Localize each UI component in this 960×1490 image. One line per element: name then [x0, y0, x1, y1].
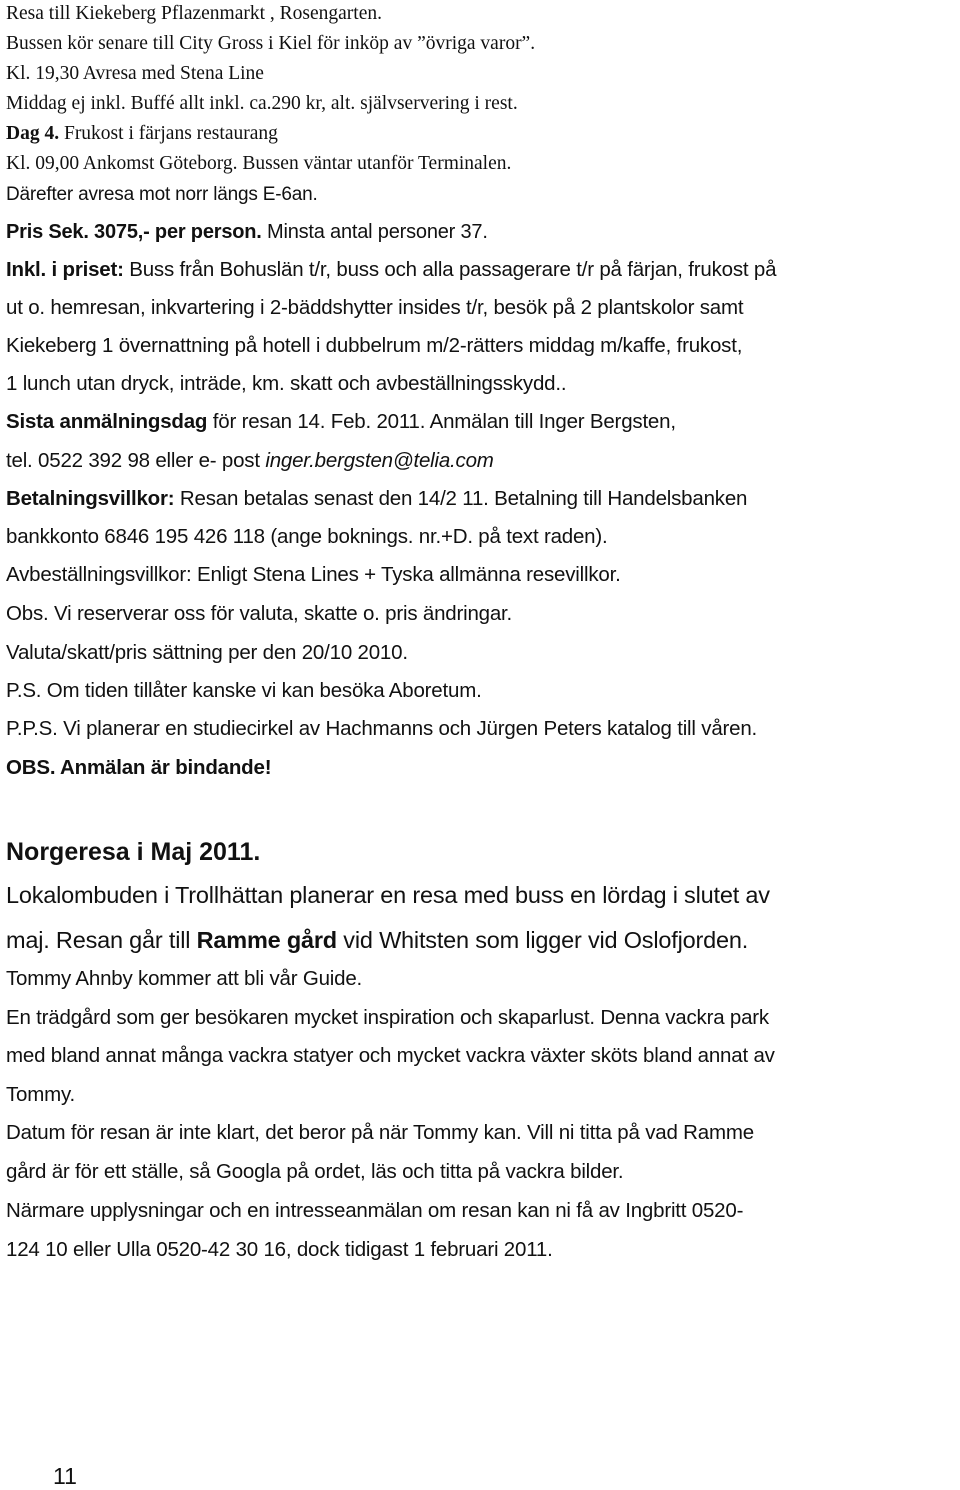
text-line: Närmare upplysningar och en intresseanmälan om resan kan ni få av Ingbritt 0520-: [6, 1199, 744, 1222]
text-line: Kiekeberg 1 övernattning på hotell i dubbelrum m/2-rätters middag m/kaffe, frukost,: [6, 334, 743, 357]
text-line: Tommy.: [6, 1083, 76, 1106]
text-line: Kl. 09,00 Ankomst Göteborg. Bussen väntar utanför Terminalen.: [6, 153, 512, 174]
text-span: maj. Resan går till: [6, 927, 197, 953]
text-line: Obs. Vi reserverar oss för valuta, skatte o. pris ändringar.: [6, 602, 513, 625]
text-line: Middag ej inkl. Buffé allt inkl. ca.290 kr, alt. självservering i rest.: [6, 93, 518, 114]
payment-label: Betalningsvillkor:: [6, 487, 175, 510]
text-line: P.S. Om tiden tillåter kanske vi kan besöka Aboretum.: [6, 679, 482, 702]
text-line: [6, 925, 748, 955]
text-span: Buss från Bohuslän t/r, buss och alla passagerare t/r på färjan, frukost på: [123, 258, 777, 281]
text-line: gård är för ett ställe, så Googla på ordet, läs och titta på vackra bilder.: [6, 1160, 624, 1183]
included-label: Inkl. i priset:: [6, 258, 124, 281]
text-line: Tommy Ahnby kommer att bli vår Guide.: [6, 967, 363, 990]
text-line: Datum för resan är inte klart, det beror på när Tommy kan. Vill ni titta på vad Ramme: [6, 1121, 754, 1144]
section-heading: Norgeresa i Maj 2011.: [6, 838, 261, 866]
text-line: P.P.S. Vi planerar en studiecirkel av Hachmanns och Jürgen Peters katalog till våren.: [6, 717, 758, 740]
text-line: Lokalombuden i Trollhättan planerar en resa med buss en lördag i slutet av: [6, 882, 770, 908]
text-line: med bland annat många vackra statyer och mycket vackra växter sköts bland annat av: [6, 1044, 775, 1067]
text-line: [6, 409, 676, 435]
text-line: Därefter avresa mot norr längs E-6an.: [6, 184, 318, 205]
text-line: Avbeställningsvillkor: Enligt Stena Lines + Tyska allmänna resevillkor.: [6, 563, 621, 586]
text-span: Resan betalas senast den 14/2 11. Betalning till Handelsbanken: [174, 487, 748, 510]
text-line: [6, 486, 747, 512]
text-span: vid Whitsten som ligger vid Oslofjorden.: [336, 927, 749, 953]
page-number: 11: [53, 1463, 77, 1489]
price-line: [6, 219, 488, 245]
text-line: bankkonto 6846 195 426 118 (ange boknings. nr.+D. på text raden).: [6, 525, 608, 548]
day-label: Dag 4.: [6, 123, 60, 144]
text-span: Frukost i färjans restaurang: [59, 123, 278, 144]
price-label: Pris Sek. 3075,- per person.: [6, 221, 262, 243]
text-line: ut o. hemresan, inkvartering i 2-bäddshytter insides t/r, besök på 2 plantskolor samt: [6, 296, 744, 319]
text-span: tel. 0522 392 98 eller e- post: [6, 449, 266, 472]
text-span: för resan 14. Feb. 2011. Anmälan till Inger Bergsten,: [207, 410, 676, 433]
text-line: [6, 257, 776, 283]
place-name: Ramme gård: [196, 927, 337, 953]
text-span: Minsta antal personer 37.: [261, 221, 488, 243]
text-line: 1 lunch utan dryck, inträde, km. skatt och avbeställningsskydd..: [6, 372, 567, 395]
binding-notice: OBS. Anmälan är bindande!: [6, 756, 272, 779]
text-line: Valuta/skatt/pris sättning per den 20/10 2010.: [6, 641, 408, 664]
text-line: Kl. 19,30 Avresa med Stena Line: [6, 63, 264, 84]
text-line: 124 10 eller Ulla 0520-42 30 16, dock tidigast 1 februari 2011.: [6, 1238, 553, 1261]
text-line: Bussen kör senare till City Gross i Kiel för inköp av ”övriga varor”.: [6, 33, 536, 54]
email-address[interactable]: inger.bergsten@telia.com: [265, 449, 494, 472]
text-line: Resa till Kiekeberg Pflazenmarkt , Rosengarten.: [6, 3, 382, 24]
deadline-label: Sista anmälningsdag: [6, 410, 208, 433]
text-line: En trädgård som ger besökaren mycket inspiration och skaparlust. Denna vackra park: [6, 1006, 769, 1029]
text-line: [6, 122, 278, 146]
text-line: [6, 448, 494, 474]
